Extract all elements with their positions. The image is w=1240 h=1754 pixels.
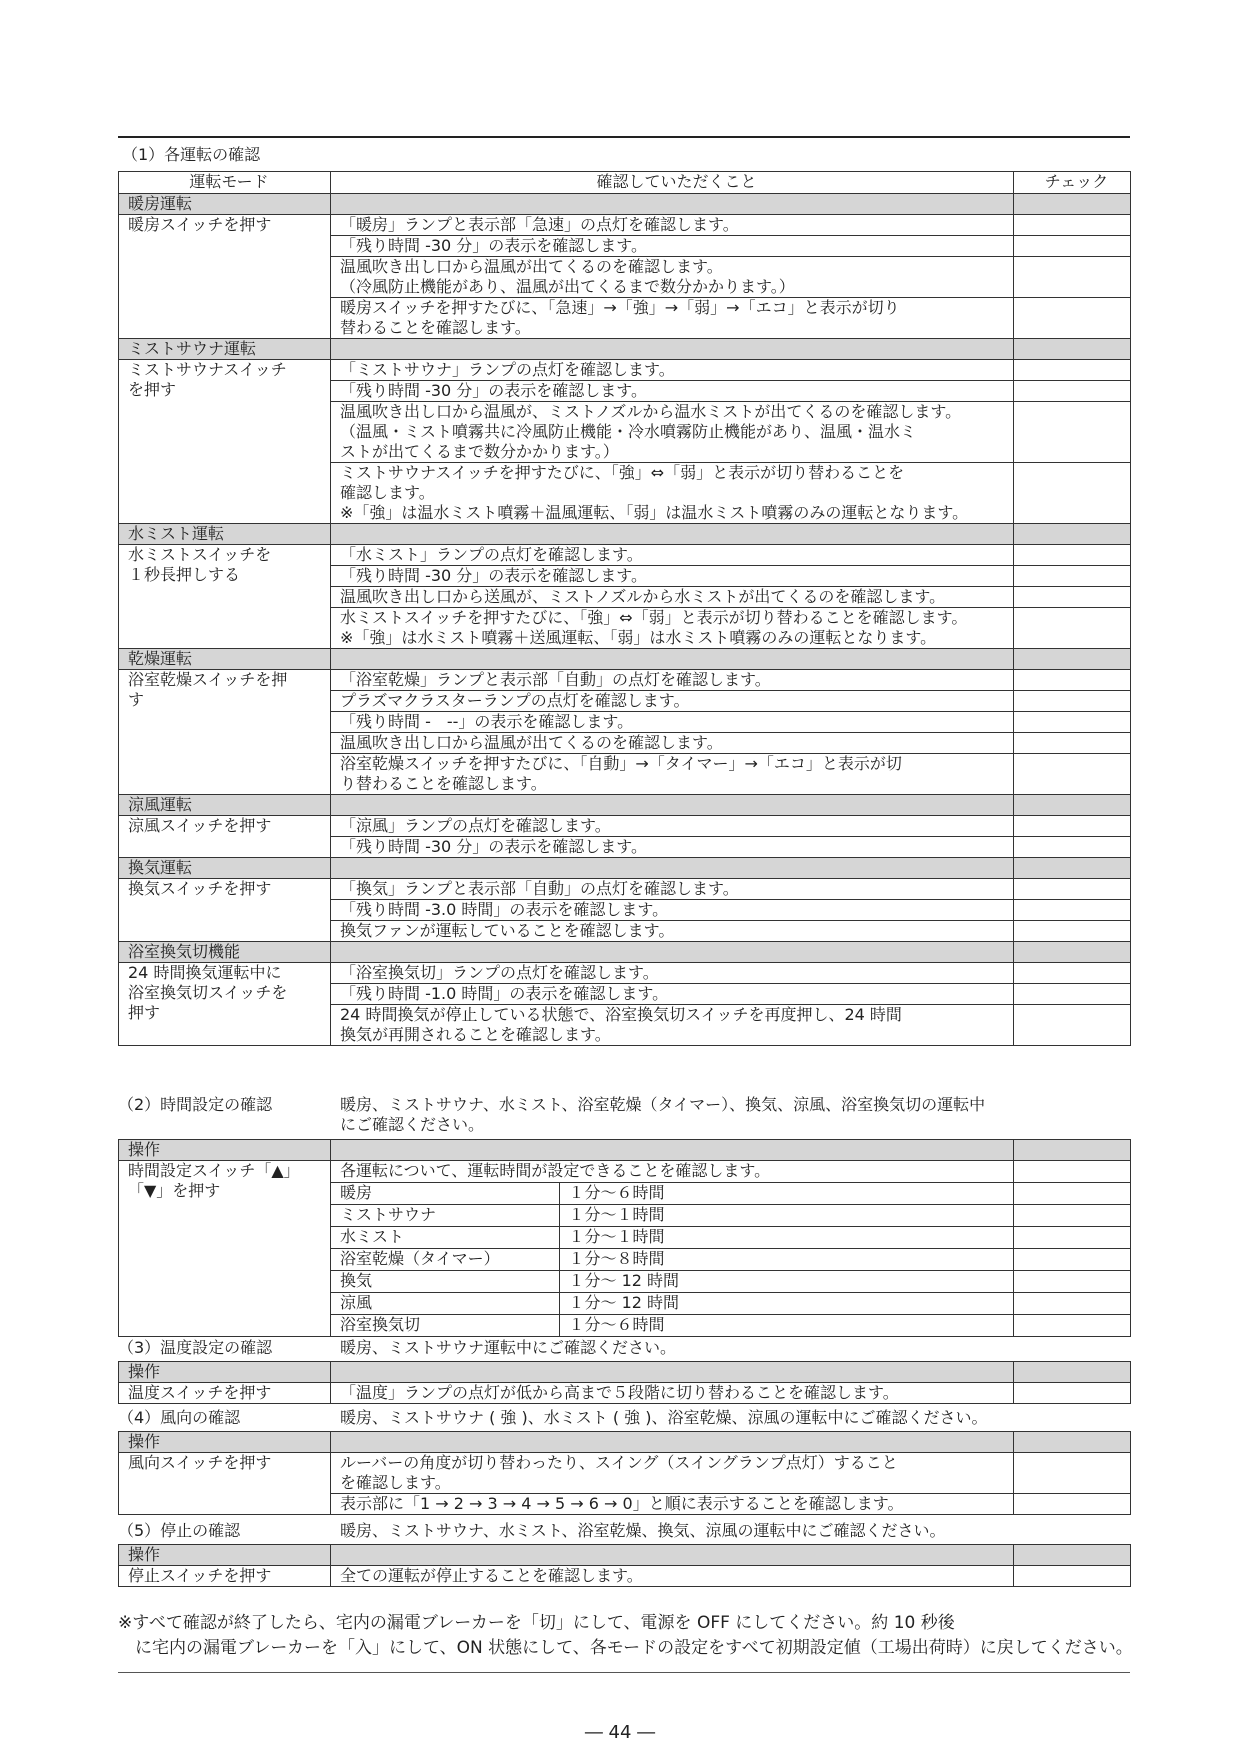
time-range-row: [331, 1293, 1013, 1315]
check-item: 「暖房」ランプと表示部「急速」の点灯を確認します。: [331, 215, 1014, 236]
mode-name: 涼風運転: [119, 795, 331, 816]
section1-title: （1）各運転の確認: [122, 145, 261, 164]
table-header: [119, 172, 1131, 194]
check-cell[interactable]: [1014, 1383, 1131, 1404]
time-range-row: [331, 1315, 1013, 1337]
check-cell[interactable]: [1014, 236, 1131, 257]
check-cell[interactable]: [1014, 879, 1131, 900]
check-cell[interactable]: [1014, 754, 1131, 795]
mode-switch-instruction: 暖房スイッチを押す: [119, 215, 331, 339]
check-item: 「残り時間 -30 分」の表示を確認します。: [331, 381, 1014, 402]
time-range-row: [331, 1227, 1013, 1249]
check-cell[interactable]: [1014, 900, 1131, 921]
time-range-mode: 涼風: [331, 1293, 559, 1315]
check-cell[interactable]: [1014, 733, 1131, 754]
check-item: 「水ミスト」ランプの点灯を確認します。: [331, 545, 1014, 566]
check-item: 「涼風」ランプの点灯を確認します。: [331, 816, 1014, 837]
time-range-row: [331, 1205, 1013, 1227]
time-range-mode: ミストサウナ: [331, 1205, 559, 1227]
check-item: 「浴室乾燥」ランプと表示部「自動」の点灯を確認します。: [331, 670, 1014, 691]
section2-text: 暖房、ミストサウナ、水ミスト、浴室乾燥（タイマー）、換気、涼風、浴室換気切の運転中 にご確認ください。: [340, 1095, 986, 1134]
mode-name: 暖房運転: [119, 194, 331, 215]
time-range-mode: 換気: [331, 1271, 559, 1293]
check-cell[interactable]: [1014, 360, 1131, 381]
check-cell[interactable]: [1014, 1494, 1131, 1515]
check-item: 温風吹き出し口から送風が、ミストノズルから水ミストが出てくるのを確認します。: [331, 587, 1014, 608]
stop-switch: 停止スイッチを押す: [119, 1566, 331, 1587]
check-item: 24 時間換気が停止している状態で、浴室換気切スイッチを再度押し、24 時間 換気が再開されることを確認します。: [331, 1005, 1014, 1046]
check-cell[interactable]: [1014, 257, 1131, 298]
mode-name: 乾燥運転: [119, 649, 331, 670]
section4-label: （4）風向の確認: [118, 1408, 241, 1427]
check-item: 「残り時間 - --」の表示を確認します。: [331, 712, 1014, 733]
check-cell[interactable]: [1014, 816, 1131, 837]
check-item: 「残り時間 -3.0 時間」の表示を確認します。: [331, 900, 1014, 921]
check-item: 温風吹き出し口から温風が出てくるのを確認します。 （冷風防止機能があり、温風が出てくるまで数分かかります。）: [331, 257, 1014, 298]
check-row: [119, 879, 1131, 900]
check-item: 「ミストサウナ」ランプの点灯を確認します。: [331, 360, 1014, 381]
time-range-table: [331, 1182, 1013, 1336]
op-header: 操作: [119, 1140, 331, 1161]
wind-item-2: 表示部に「1 → 2 → 3 → 4 → 5 → 6 → 0」と順に表示することを確認します。: [331, 1494, 1014, 1515]
mode-heading-row: [119, 339, 1131, 360]
check-row: [119, 545, 1131, 566]
temperature-table: [118, 1361, 1131, 1404]
op-header: 操作: [119, 1545, 331, 1566]
check-item: 水ミストスイッチを押すたびに、「強」⇔「弱」と表示が切り替わることを確認します。 ※「強」は水ミスト噴霧＋送風運転、「弱」は水ミスト噴霧のみの運転となります。: [331, 608, 1014, 649]
check-cell[interactable]: [1014, 1270, 1130, 1292]
check-cell[interactable]: [1014, 1314, 1130, 1336]
check-cell[interactable]: [1014, 963, 1131, 984]
mode-switch-instruction: 水ミストスイッチを １秒長押しする: [119, 545, 331, 649]
op-header: 操作: [119, 1362, 331, 1383]
time-range-value: １分〜１時間: [559, 1227, 1013, 1249]
section4-text: 暖房、ミストサウナ ( 強 )、水ミスト ( 強 )、浴室乾燥、涼風の運転中にご確認ください。: [340, 1408, 988, 1427]
check-cell[interactable]: [1014, 1248, 1130, 1270]
wind-item-1: ルーバーの角度が切り替わったり、スイング（スイングランプ点灯）すること を確認します。: [331, 1453, 1014, 1494]
check-item: 「残り時間 -30 分」の表示を確認します。: [331, 236, 1014, 257]
check-item: 浴室乾燥スイッチを押すたびに、「自動」→「タイマー」→「エコ」と表示が切 り替わることを確認します。: [331, 754, 1014, 795]
time-range-row: [331, 1183, 1013, 1205]
page-number: ― 44 ―: [584, 1722, 656, 1743]
check-cell[interactable]: [1014, 545, 1131, 566]
header-mode: 運転モード: [119, 172, 331, 194]
check-cell[interactable]: [1014, 691, 1131, 712]
check-cell[interactable]: [1014, 670, 1131, 691]
stop-item: 全ての運転が停止することを確認します。: [331, 1566, 1014, 1587]
check-row: [119, 215, 1131, 236]
mode-heading-row: [119, 194, 1131, 215]
check-item: 「残り時間 -30 分」の表示を確認します。: [331, 837, 1014, 858]
check-cell[interactable]: [1014, 1292, 1130, 1314]
time-range-mode: 暖房: [331, 1183, 559, 1205]
check-row: [119, 816, 1131, 837]
section3-text: 暖房、ミストサウナ運転中にご確認ください。: [340, 1338, 677, 1357]
time-range-value: １分〜 12 時間: [559, 1271, 1013, 1293]
mode-switch-instruction: 浴室乾燥スイッチを押 す: [119, 670, 331, 795]
top-rule: [118, 136, 1130, 138]
mode-switch-instruction: 換気スイッチを押す: [119, 879, 331, 942]
mode-heading-row: [119, 942, 1131, 963]
time-range-mode: 浴室換気切: [331, 1315, 559, 1337]
header-confirm: 確認していただくこと: [331, 172, 1014, 194]
wind-direction-table: [118, 1431, 1131, 1515]
time-setting-table: [118, 1139, 1131, 1337]
check-row: [119, 670, 1131, 691]
mode-switch-instruction: 24 時間換気運転中に 浴室換気切スイッチを 押す: [119, 963, 331, 1046]
mode-heading-row: [119, 649, 1131, 670]
check-cell[interactable]: [1014, 984, 1131, 1005]
check-cell[interactable]: [1014, 608, 1131, 649]
check-cell[interactable]: [1014, 298, 1131, 339]
time-range-value: １分〜 12 時間: [559, 1293, 1013, 1315]
check-item: ミストサウナスイッチを押すたびに、「強」⇔「弱」と表示が切り替わることを 確認します。 ※「強」は温水ミスト噴霧＋温風運転、「弱」は温水ミスト噴霧のみの運転となります。: [331, 463, 1014, 524]
check-cell[interactable]: [1014, 1226, 1130, 1248]
section5-label: （5）停止の確認: [118, 1521, 241, 1540]
bottom-rule: [118, 1672, 1130, 1673]
check-item: 温風吹き出し口から温風が出てくるのを確認します。: [331, 733, 1014, 754]
section2-label: （2）時間設定の確認: [118, 1095, 273, 1114]
mode-heading-row: [119, 858, 1131, 879]
check-row: [119, 963, 1131, 984]
temperature-switch: 温度スイッチを押す: [119, 1383, 331, 1404]
mode-name: 浴室換気切機能: [119, 942, 331, 963]
op-header: 操作: [119, 1432, 331, 1453]
check-cell[interactable]: [1014, 587, 1131, 608]
mode-heading-row: [119, 795, 1131, 816]
check-cell[interactable]: [1014, 1566, 1131, 1587]
check-cell[interactable]: [1014, 381, 1131, 402]
check-cell[interactable]: [1014, 837, 1131, 858]
header-check: チェック: [1014, 172, 1131, 194]
check-cell[interactable]: [1014, 1005, 1131, 1046]
check-item: 「残り時間 -1.0 時間」の表示を確認します。: [331, 984, 1014, 1005]
time-range-mode: 水ミスト: [331, 1227, 559, 1249]
check-item: 「残り時間 -30 分」の表示を確認します。: [331, 566, 1014, 587]
check-cell[interactable]: [1014, 463, 1131, 524]
check-cell[interactable]: [1014, 921, 1131, 942]
mode-name: 換気運転: [119, 858, 331, 879]
check-cell[interactable]: [1014, 1453, 1131, 1494]
check-cell[interactable]: [1014, 215, 1131, 236]
temperature-item: 「温度」ランプの点灯が低から高まで５段階に切り替わることを確認します。: [331, 1383, 1014, 1404]
wind-direction-switch: 風向スイッチを押す: [119, 1453, 331, 1515]
operation-check-table: [118, 171, 1131, 1046]
time-setting-switch: 時間設定スイッチ「▲」 「▼」を押す: [119, 1161, 331, 1337]
check-item: 「浴室換気切」ランプの点灯を確認します。: [331, 963, 1014, 984]
stop-table: [118, 1544, 1131, 1587]
time-setting-intro: 各運転について、運転時間が設定できることを確認します。: [340, 1161, 771, 1180]
check-cell[interactable]: [1014, 712, 1131, 733]
mode-switch-instruction: 涼風スイッチを押す: [119, 816, 331, 858]
mode-heading-row: [119, 524, 1131, 545]
check-cell[interactable]: [1014, 1161, 1130, 1182]
check-cell[interactable]: [1014, 566, 1131, 587]
mode-name: ミストサウナ運転: [119, 339, 331, 360]
check-item: 「換気」ランプと表示部「自動」の点灯を確認します。: [331, 879, 1014, 900]
time-range-value: １分〜６時間: [559, 1183, 1013, 1205]
check-cell[interactable]: [1014, 1204, 1130, 1226]
check-item: 暖房スイッチを押すたびに、「急速」→「強」→「弱」→「エコ」と表示が切り 替わることを確認します。: [331, 298, 1014, 339]
time-range-row: [331, 1249, 1013, 1271]
check-item: 換気ファンが運転していることを確認します。: [331, 921, 1014, 942]
time-range-row: [331, 1271, 1013, 1293]
section3-label: （3）温度設定の確認: [118, 1338, 273, 1357]
check-cell[interactable]: [1014, 1182, 1130, 1204]
time-range-value: １分〜１時間: [559, 1205, 1013, 1227]
section5-text: 暖房、ミストサウナ、水ミスト、浴室乾燥、換気、涼風の運転中にご確認ください。: [340, 1521, 946, 1540]
time-range-mode: 浴室乾燥（タイマー）: [331, 1249, 559, 1271]
mode-name: 水ミスト運転: [119, 524, 331, 545]
check-cell[interactable]: [1014, 402, 1131, 463]
time-range-value: １分〜８時間: [559, 1249, 1013, 1271]
check-row: [119, 360, 1131, 381]
time-range-value: １分〜６時間: [559, 1315, 1013, 1337]
check-item: 温風吹き出し口から温風が、ミストノズルから温水ミストが出てくるのを確認します。 （温風・ミスト噴霧共に冷風防止機能・冷水噴霧防止機能があり、温風・温水ミ ストが出てくるまで数分かかります。）: [331, 402, 1014, 463]
check-item: プラズマクラスターランプの点灯を確認します。: [331, 691, 1014, 712]
footer-note: ※すべて確認が終了したら、宅内の漏電ブレーカーを「切」にして、電源を OFF にしてください。約 10 秒後 に宅内の漏電ブレーカーを「入」にして、ON 状態にして、各モードの設定をすべて初期設定値（工場出荷時）に戻してください。: [118, 1613, 1133, 1658]
mode-switch-instruction: ミストサウナスイッチ を押す: [119, 360, 331, 524]
